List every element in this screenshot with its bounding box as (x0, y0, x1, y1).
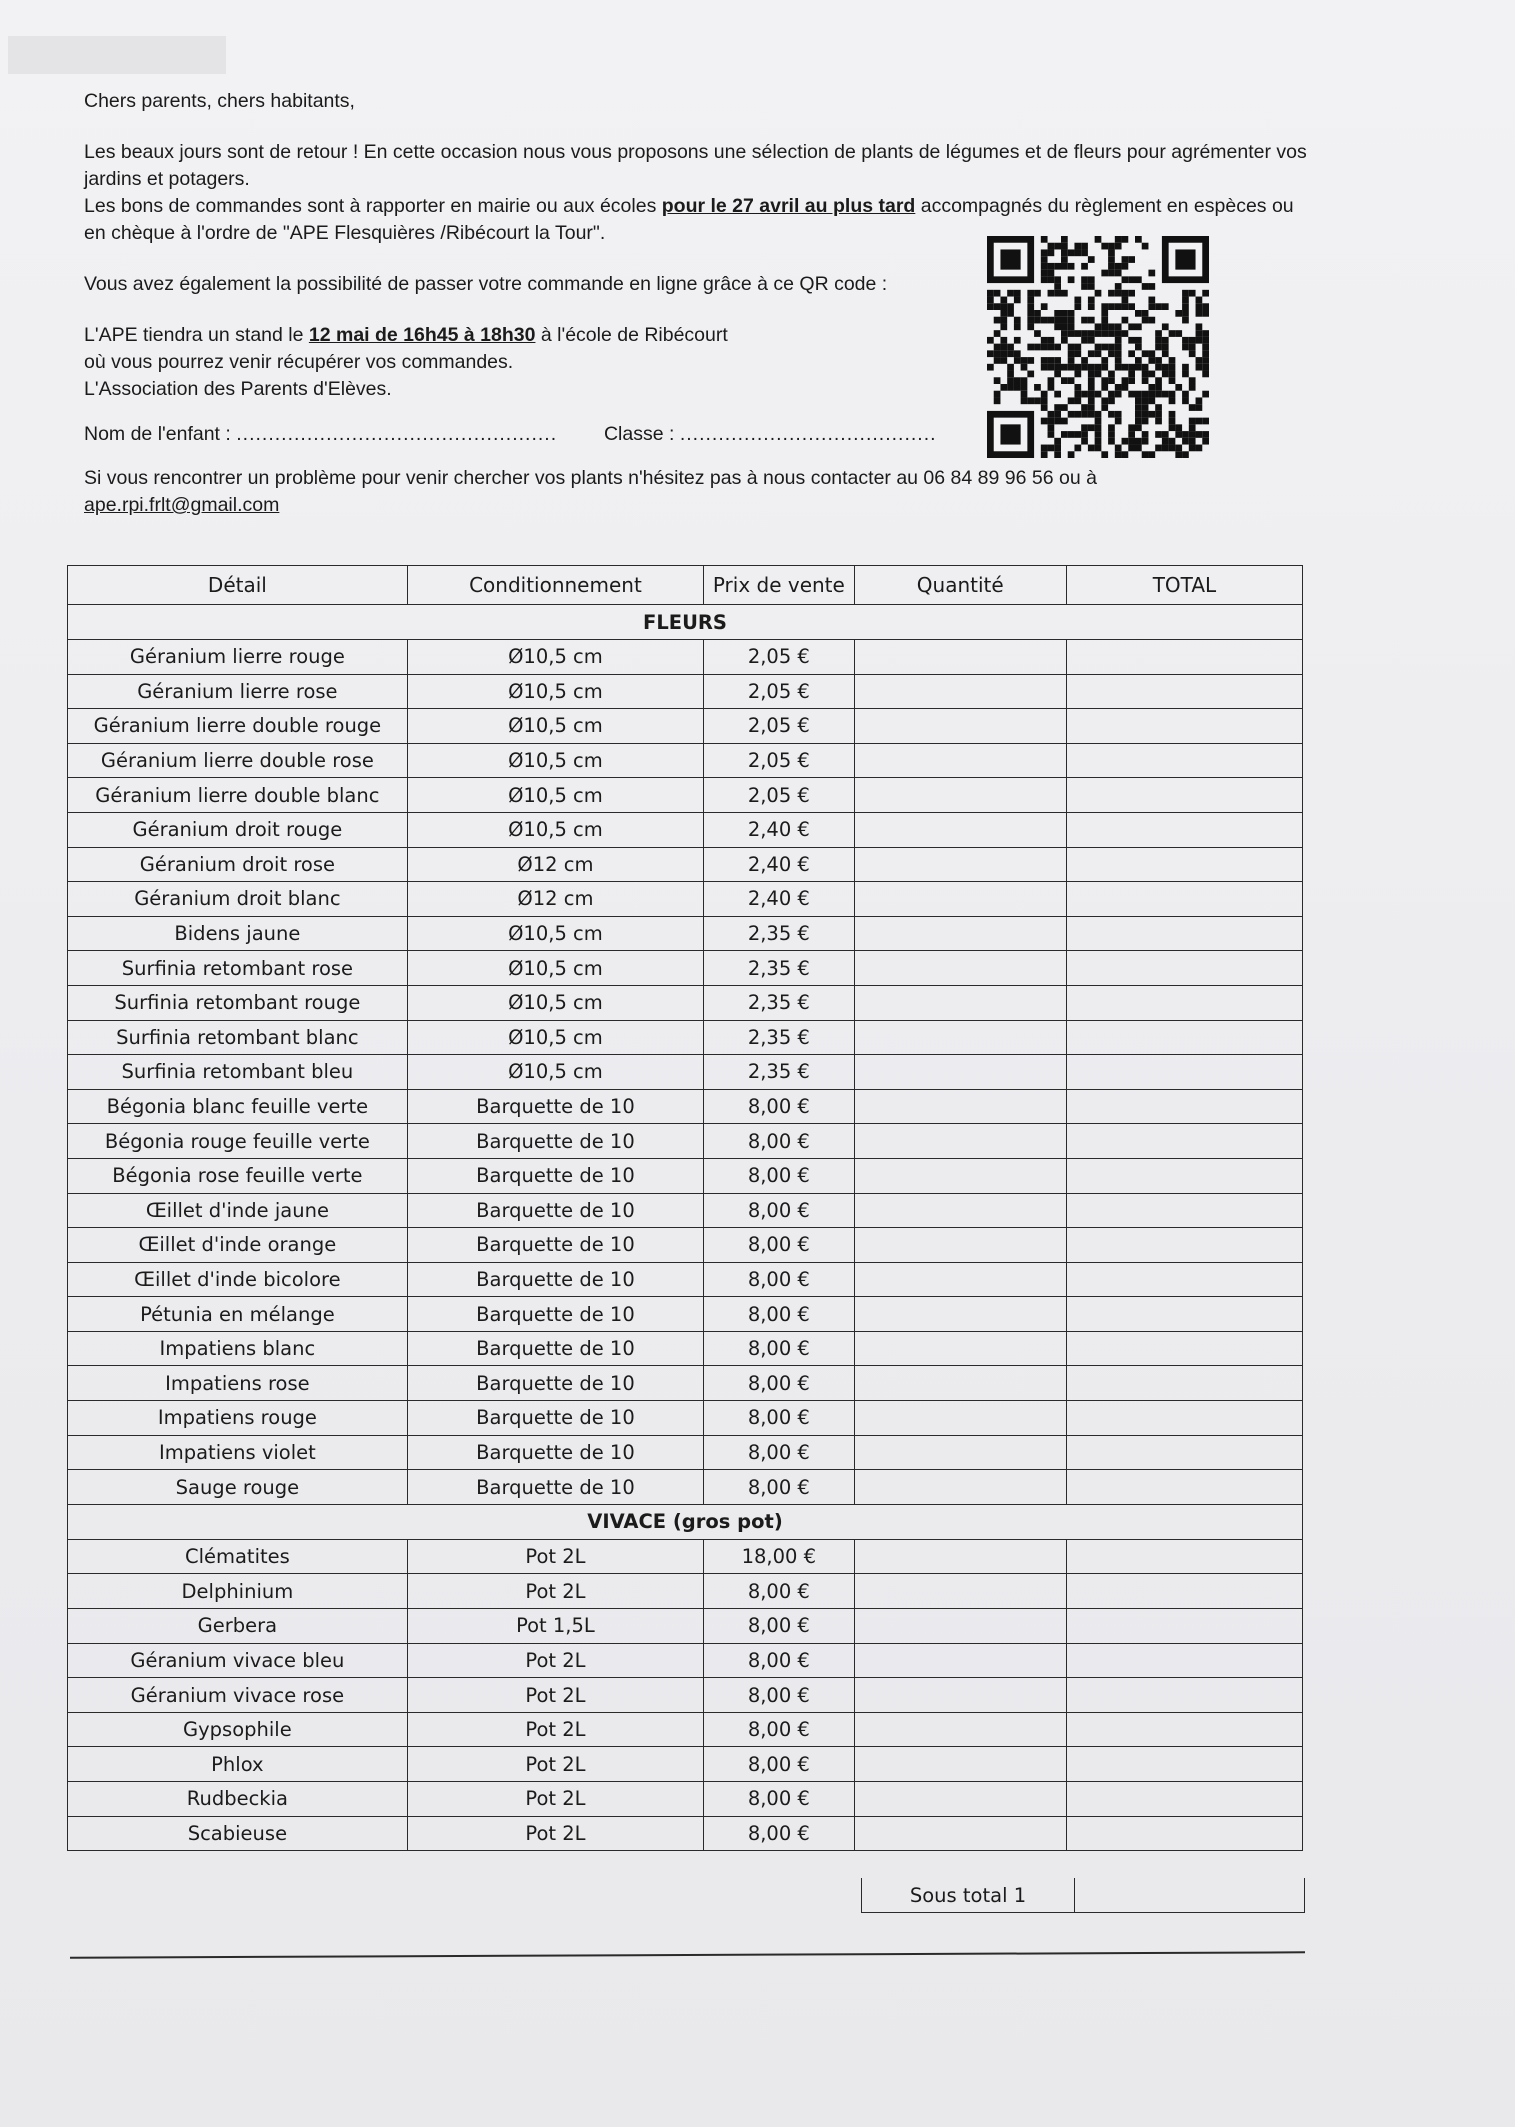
greeting: Chers parents, chers habitants, (84, 90, 355, 112)
table-row (68, 640, 1303, 675)
unit-price: 8,00 € (704, 1262, 854, 1297)
unit-price: 2,35 € (704, 1055, 854, 1090)
item-name: Sauge rouge (68, 1470, 408, 1505)
packaging: Barquette de 10 (407, 1228, 703, 1263)
quantity-cell[interactable] (854, 916, 1066, 951)
item-name: Œillet d'inde orange (68, 1228, 408, 1263)
bottom-rule (70, 1951, 1305, 1958)
section-perennial (68, 1504, 1303, 1539)
packaging: Barquette de 10 (407, 1401, 703, 1436)
quantity-cell[interactable] (854, 1124, 1066, 1159)
unit-price: 8,00 € (704, 1228, 854, 1263)
total-cell[interactable] (1066, 1055, 1302, 1090)
table-row (68, 1331, 1303, 1366)
header-total: TOTAL (1066, 566, 1302, 605)
unit-price: 8,00 € (704, 1643, 854, 1678)
table-row (68, 1678, 1303, 1713)
qr-code[interactable] (986, 236, 1210, 458)
unit-price: 8,00 € (704, 1158, 854, 1193)
item-name: Géranium lierre double rose (68, 743, 408, 778)
quantity-cell[interactable] (854, 640, 1066, 675)
unit-price: 2,35 € (704, 916, 854, 951)
contact-email[interactable]: ape.rpi.frlt@gmail.com (84, 494, 280, 516)
contact-info (84, 465, 1234, 519)
class-label: Classe : (603, 423, 675, 445)
table-row (68, 812, 1303, 847)
packaging: Pot 1,5L (407, 1609, 703, 1644)
quantity-cell[interactable] (854, 743, 1066, 778)
table-row (68, 1193, 1303, 1228)
child-name-field[interactable]: .................................................. (236, 423, 558, 445)
item-name: Bégonia blanc feuille verte (68, 1089, 408, 1124)
packaging: Pot 2L (407, 1712, 703, 1747)
quantity-cell[interactable] (854, 1609, 1066, 1644)
unit-price: 2,05 € (704, 778, 854, 813)
quantity-cell[interactable] (854, 1055, 1066, 1090)
unit-price: 8,00 € (704, 1331, 854, 1366)
total-cell[interactable] (1066, 1228, 1302, 1263)
table-row (68, 1470, 1303, 1505)
quantity-cell[interactable] (854, 951, 1066, 986)
unit-price: 2,40 € (704, 847, 854, 882)
total-cell[interactable] (1066, 916, 1302, 951)
total-cell[interactable] (1066, 1366, 1302, 1401)
total-cell[interactable] (1066, 778, 1302, 813)
quantity-cell[interactable] (854, 1228, 1066, 1263)
item-name: Géranium lierre double rouge (68, 709, 408, 744)
table-row (68, 916, 1303, 951)
total-cell[interactable] (1066, 1020, 1302, 1055)
unit-price: 8,00 € (704, 1470, 854, 1505)
qr-paragraph: Vous avez également la possibilité de passer votre commande en ligne grâce à ce QR code : (84, 273, 888, 295)
total-cell[interactable] (1066, 1435, 1302, 1470)
total-cell[interactable] (1066, 1470, 1302, 1505)
packaging: Ø10,5 cm (407, 640, 703, 675)
item-name: Géranium vivace bleu (68, 1643, 408, 1678)
unit-price: 8,00 € (704, 1366, 854, 1401)
table-row (68, 1747, 1303, 1782)
pickup-line: où vous pourrez venir récupérer vos commandes. (84, 351, 514, 373)
table-row (68, 1020, 1303, 1055)
item-name: Géranium lierre rose (68, 674, 408, 709)
item-name: Impatiens blanc (68, 1331, 408, 1366)
total-cell[interactable] (1066, 1747, 1302, 1782)
subtotal-label: Sous total 1 (862, 1878, 1075, 1912)
quantity-cell[interactable] (854, 1574, 1066, 1609)
quantity-cell[interactable] (854, 1747, 1066, 1782)
deadline-paragraph: Les bons de commandes sont à rapporter en mairie ou aux écoles pour le 27 avril au plus tard accompagnés du règlement en espèces ou en chèque à l'ordre de "APE Flesquières /Ribécourt la Tour". (84, 195, 1294, 244)
total-cell[interactable] (1066, 1712, 1302, 1747)
quantity-cell[interactable] (854, 1816, 1066, 1851)
item-name: Surfinia retombant bleu (68, 1055, 408, 1090)
item-name: Bidens jaune (68, 916, 408, 951)
item-name: Géranium vivace rose (68, 1678, 408, 1713)
total-cell[interactable] (1066, 1297, 1302, 1332)
unit-price: 8,00 € (704, 1816, 854, 1851)
form-fields (84, 423, 937, 446)
total-cell[interactable] (1066, 1539, 1302, 1574)
total-cell[interactable] (1066, 882, 1302, 917)
item-name: Impatiens violet (68, 1435, 408, 1470)
packaging: Barquette de 10 (407, 1297, 703, 1332)
packaging: Ø10,5 cm (407, 951, 703, 986)
table-row (68, 985, 1303, 1020)
table-row (68, 778, 1303, 813)
unit-price: 2,40 € (704, 882, 854, 917)
packaging: Barquette de 10 (407, 1124, 703, 1159)
intro-paragraph: Les beaux jours sont de retour ! En cette occasion nous vous proposons une sélection de plants de légumes et de fleurs pour agrémenter vos jardins et potagers. (84, 141, 1307, 190)
section-title: VIVACE (gros pot) (68, 1504, 1303, 1539)
item-name: Phlox (68, 1747, 408, 1782)
packaging: Ø10,5 cm (407, 1055, 703, 1090)
unit-price: 8,00 € (704, 1297, 854, 1332)
paper-smudge (8, 36, 226, 74)
quantity-cell[interactable] (854, 1366, 1066, 1401)
table-row (68, 1089, 1303, 1124)
quantity-cell[interactable] (854, 1401, 1066, 1436)
total-cell[interactable] (1066, 709, 1302, 744)
item-name: Surfinia retombant rose (68, 951, 408, 986)
total-cell[interactable] (1066, 847, 1302, 882)
unit-price: 8,00 € (704, 1401, 854, 1436)
total-cell[interactable] (1066, 1262, 1302, 1297)
quantity-cell[interactable] (854, 1782, 1066, 1817)
quantity-cell[interactable] (854, 1539, 1066, 1574)
quantity-cell[interactable] (854, 1262, 1066, 1297)
quantity-cell[interactable] (854, 812, 1066, 847)
table-row (68, 1609, 1303, 1644)
table-row (68, 674, 1303, 709)
table-row (68, 1228, 1303, 1263)
packaging: Pot 2L (407, 1747, 703, 1782)
table-row (68, 1297, 1303, 1332)
quantity-cell[interactable] (854, 778, 1066, 813)
table-row (68, 847, 1303, 882)
quantity-cell[interactable] (854, 709, 1066, 744)
total-cell[interactable] (1066, 1124, 1302, 1159)
unit-price: 8,00 € (704, 1574, 854, 1609)
quantity-cell[interactable] (854, 1297, 1066, 1332)
table-row (68, 1539, 1303, 1574)
item-name: Gerbera (68, 1609, 408, 1644)
table-header-row (68, 566, 1303, 605)
packaging: Ø10,5 cm (407, 709, 703, 744)
unit-price: 18,00 € (704, 1539, 854, 1574)
unit-price: 8,00 € (704, 1089, 854, 1124)
item-name: Surfinia retombant rouge (68, 985, 408, 1020)
subtotal-value-cell[interactable] (1075, 1878, 1304, 1912)
packaging: Ø10,5 cm (407, 985, 703, 1020)
packaging: Ø10,5 cm (407, 778, 703, 813)
table-row (68, 743, 1303, 778)
quantity-cell[interactable] (854, 985, 1066, 1020)
unit-price: 2,05 € (704, 709, 854, 744)
item-name: Œillet d'inde jaune (68, 1193, 408, 1228)
unit-price: 2,40 € (704, 812, 854, 847)
table-row (68, 1643, 1303, 1678)
packaging: Barquette de 10 (407, 1158, 703, 1193)
table-row (68, 1401, 1303, 1436)
packaging: Ø10,5 cm (407, 674, 703, 709)
table-row (68, 1262, 1303, 1297)
table-row (68, 882, 1303, 917)
quantity-cell[interactable] (854, 1331, 1066, 1366)
item-name: Impatiens rose (68, 1366, 408, 1401)
header-quantity: Quantité (854, 566, 1066, 605)
subtotal-row (861, 1878, 1305, 1913)
total-cell[interactable] (1066, 1782, 1302, 1817)
packaging: Pot 2L (407, 1539, 703, 1574)
packaging: Ø12 cm (407, 847, 703, 882)
item-name: Clématites (68, 1539, 408, 1574)
total-cell[interactable] (1066, 674, 1302, 709)
item-name: Bégonia rouge feuille verte (68, 1124, 408, 1159)
packaging: Barquette de 10 (407, 1089, 703, 1124)
item-name: Gypsophile (68, 1712, 408, 1747)
quantity-cell[interactable] (854, 674, 1066, 709)
total-cell[interactable] (1066, 1089, 1302, 1124)
quantity-cell[interactable] (854, 847, 1066, 882)
class-field[interactable]: ........................................ (679, 423, 937, 445)
table-row (68, 1366, 1303, 1401)
unit-price: 2,35 € (704, 985, 854, 1020)
item-name: Impatiens rouge (68, 1401, 408, 1436)
item-name: Géranium droit rose (68, 847, 408, 882)
total-cell[interactable] (1066, 1609, 1302, 1644)
table-row (68, 1782, 1303, 1817)
quantity-cell[interactable] (854, 1020, 1066, 1055)
total-cell[interactable] (1066, 1574, 1302, 1609)
table-row (68, 1574, 1303, 1609)
item-name: Œillet d'inde bicolore (68, 1262, 408, 1297)
total-cell[interactable] (1066, 1158, 1302, 1193)
total-cell[interactable] (1066, 1331, 1302, 1366)
table-row (68, 951, 1303, 986)
child-name-label: Nom de l'enfant : (84, 423, 231, 445)
contact-text: Si vous rencontrer un problème pour venir chercher vos plants n'hésitez pas à nous contacter au 06 84 89 96 56 ou à (84, 467, 1097, 489)
total-cell[interactable] (1066, 1401, 1302, 1436)
unit-price: 8,00 € (704, 1124, 854, 1159)
item-name: Bégonia rose feuille verte (68, 1158, 408, 1193)
header-price: Prix de vente (704, 566, 854, 605)
quantity-cell[interactable] (854, 1193, 1066, 1228)
section-title: FLEURS (68, 605, 1303, 640)
table-row (68, 709, 1303, 744)
quantity-cell[interactable] (854, 1470, 1066, 1505)
unit-price: 2,05 € (704, 674, 854, 709)
section-flowers (68, 605, 1303, 640)
unit-price: 8,00 € (704, 1609, 854, 1644)
total-cell[interactable] (1066, 640, 1302, 675)
item-name: Scabieuse (68, 1816, 408, 1851)
item-name: Delphinium (68, 1574, 408, 1609)
packaging: Pot 2L (407, 1678, 703, 1713)
packaging: Pot 2L (407, 1816, 703, 1851)
quantity-cell[interactable] (854, 1678, 1066, 1713)
packaging: Barquette de 10 (407, 1470, 703, 1505)
packaging: Pot 2L (407, 1574, 703, 1609)
unit-price: 2,05 € (704, 640, 854, 675)
item-name: Géranium lierre double blanc (68, 778, 408, 813)
unit-price: 8,00 € (704, 1193, 854, 1228)
unit-price: 8,00 € (704, 1782, 854, 1817)
total-cell[interactable] (1066, 743, 1302, 778)
stand-date: 12 mai de 16h45 à 18h30 (308, 324, 536, 346)
packaging: Ø10,5 cm (407, 743, 703, 778)
unit-price: 2,05 € (704, 743, 854, 778)
header-detail: Détail (68, 566, 408, 605)
signature: L'Association des Parents d'Elèves. (84, 378, 392, 400)
table-row (68, 1435, 1303, 1470)
total-cell[interactable] (1066, 1816, 1302, 1851)
item-name: Géranium droit rouge (68, 812, 408, 847)
quantity-cell[interactable] (854, 882, 1066, 917)
deadline: pour le 27 avril au plus tard (661, 195, 916, 217)
quantity-cell[interactable] (854, 1089, 1066, 1124)
header-packaging: Conditionnement (407, 566, 703, 605)
packaging: Ø10,5 cm (407, 1020, 703, 1055)
table-row (68, 1124, 1303, 1159)
item-name: Géranium droit blanc (68, 882, 408, 917)
quantity-cell[interactable] (854, 1435, 1066, 1470)
quantity-cell[interactable] (854, 1712, 1066, 1747)
total-cell[interactable] (1066, 951, 1302, 986)
item-name: Géranium lierre rouge (68, 640, 408, 675)
table-row (68, 1158, 1303, 1193)
packaging: Pot 2L (407, 1782, 703, 1817)
unit-price: 8,00 € (704, 1678, 854, 1713)
packaging: Pot 2L (407, 1643, 703, 1678)
unit-price: 8,00 € (704, 1435, 854, 1470)
packaging: Ø10,5 cm (407, 812, 703, 847)
total-cell[interactable] (1066, 985, 1302, 1020)
table-row (68, 1816, 1303, 1851)
total-cell[interactable] (1066, 1678, 1302, 1713)
unit-price: 2,35 € (704, 951, 854, 986)
table-row (68, 1055, 1303, 1090)
table-row (68, 1712, 1303, 1747)
item-name: Rudbeckia (68, 1782, 408, 1817)
packaging: Ø10,5 cm (407, 916, 703, 951)
packaging: Barquette de 10 (407, 1262, 703, 1297)
unit-price: 8,00 € (704, 1712, 854, 1747)
order-table (67, 565, 1303, 1851)
stand-paragraph: L'APE tiendra un stand le 12 mai de 16h45 à 18h30 à l'école de Ribécourt (84, 324, 728, 346)
item-name: Pétunia en mélange (68, 1297, 408, 1332)
packaging: Ø12 cm (407, 882, 703, 917)
packaging: Barquette de 10 (407, 1331, 703, 1366)
packaging: Barquette de 10 (407, 1435, 703, 1470)
unit-price: 2,35 € (704, 1020, 854, 1055)
total-cell[interactable] (1066, 1643, 1302, 1678)
total-cell[interactable] (1066, 812, 1302, 847)
packaging: Barquette de 10 (407, 1193, 703, 1228)
unit-price: 8,00 € (704, 1747, 854, 1782)
quantity-cell[interactable] (854, 1643, 1066, 1678)
total-cell[interactable] (1066, 1193, 1302, 1228)
item-name: Surfinia retombant blanc (68, 1020, 408, 1055)
packaging: Barquette de 10 (407, 1366, 703, 1401)
quantity-cell[interactable] (854, 1158, 1066, 1193)
